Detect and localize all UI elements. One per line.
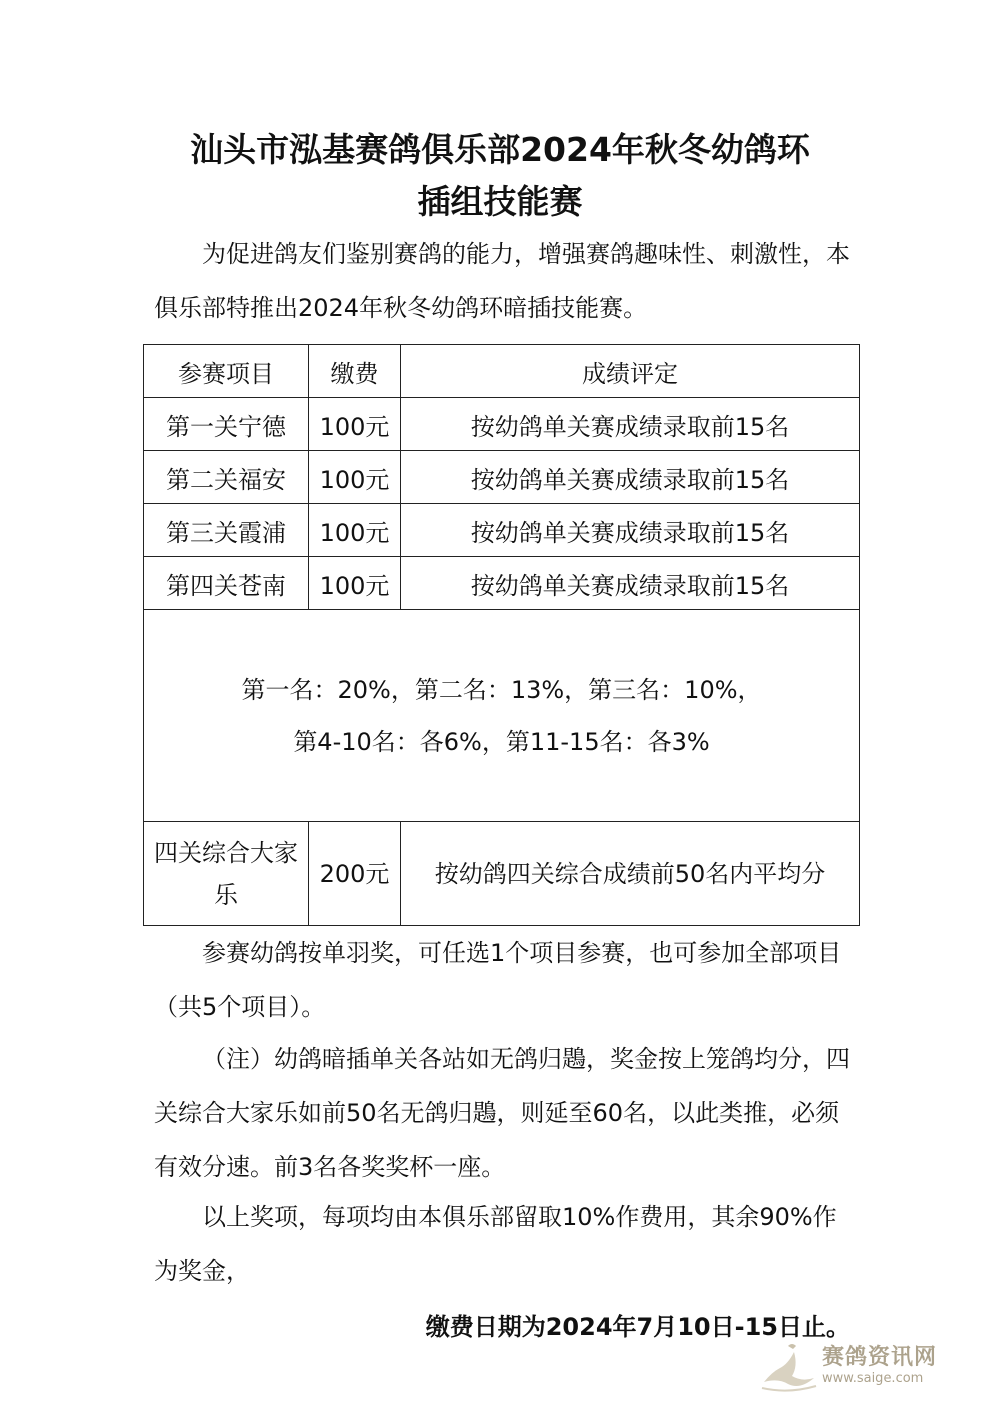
table-row	[144, 504, 860, 557]
watermark-site-name: 赛鸽资讯网	[822, 1345, 938, 1370]
note-paragraph-1: 参赛幼鸽按单羽奖，可任选1个项目参赛，也可参加全部项目（共5个项目）。	[154, 939, 842, 1021]
row-rule: 按幼鸽单关赛成绩录取前15名	[401, 557, 860, 610]
table-row	[144, 451, 860, 504]
competition-table	[143, 344, 860, 926]
header-rule: 成绩评定	[401, 345, 860, 398]
table-row	[144, 398, 860, 451]
site-watermark	[758, 1336, 958, 1396]
pigeon-logo-icon	[758, 1338, 818, 1394]
table-header-row	[144, 345, 860, 398]
row-item: 第三关霞浦	[144, 504, 309, 557]
row-item: 第一关宁德	[144, 398, 309, 451]
watermark-url: www.saige.com	[822, 1371, 924, 1386]
document-title-line2: 插组技能赛	[417, 182, 583, 221]
header-item: 参赛项目	[144, 345, 309, 398]
row-item: 第二关福安	[144, 451, 309, 504]
prize-line-2: 第4-10名：各6%，第11-15名：各3%	[293, 727, 710, 756]
table-row	[144, 557, 860, 610]
header-fee: 缴费	[309, 345, 401, 398]
row-fee: 100元	[309, 451, 401, 504]
combo-row	[144, 822, 860, 926]
combo-fee: 200元	[309, 822, 401, 926]
payment-date: 缴费日期为2024年7月10日-15日止。	[425, 1313, 850, 1341]
prize-distribution-cell	[144, 610, 860, 822]
row-fee: 100元	[309, 398, 401, 451]
prize-line-1: 第一名：20%，第二名：13%，第三名：10%，	[241, 675, 762, 704]
row-rule: 按幼鸽单关赛成绩录取前15名	[401, 398, 860, 451]
note-paragraph-3: 以上奖项，每项均由本俱乐部留取10%作费用，其余90%作为奖金，	[154, 1203, 837, 1285]
row-rule: 按幼鸽单关赛成绩录取前15名	[401, 451, 860, 504]
row-item: 第四关苍南	[144, 557, 309, 610]
note-paragraph-2: （注）幼鸽暗插单关各站如无鸽归鶗，奖金按上笼鸽均分，四关综合大家乐如前50名无鸽归鶗，则延至60名，以此类推，必须有效分速。前3名各奖奖杯一座。	[154, 1045, 850, 1181]
document-title-line1: 汕头市泓基赛鸽俱乐部2024年秋冬幼鸽环	[190, 130, 810, 169]
prize-distribution-row	[144, 610, 860, 822]
combo-item: 四关综合大家乐	[144, 822, 309, 926]
combo-rule: 按幼鸽四关综合成绩前50名内平均分	[401, 822, 860, 926]
intro-paragraph: 为促进鸽友们鉴别赛鸽的能力，增强赛鸽趣味性、刺激性，本俱乐部特推出2024年秋冬幼鸽环暗插技能赛。	[154, 240, 850, 322]
row-fee: 100元	[309, 504, 401, 557]
row-fee: 100元	[309, 557, 401, 610]
row-rule: 按幼鸽单关赛成绩录取前15名	[401, 504, 860, 557]
